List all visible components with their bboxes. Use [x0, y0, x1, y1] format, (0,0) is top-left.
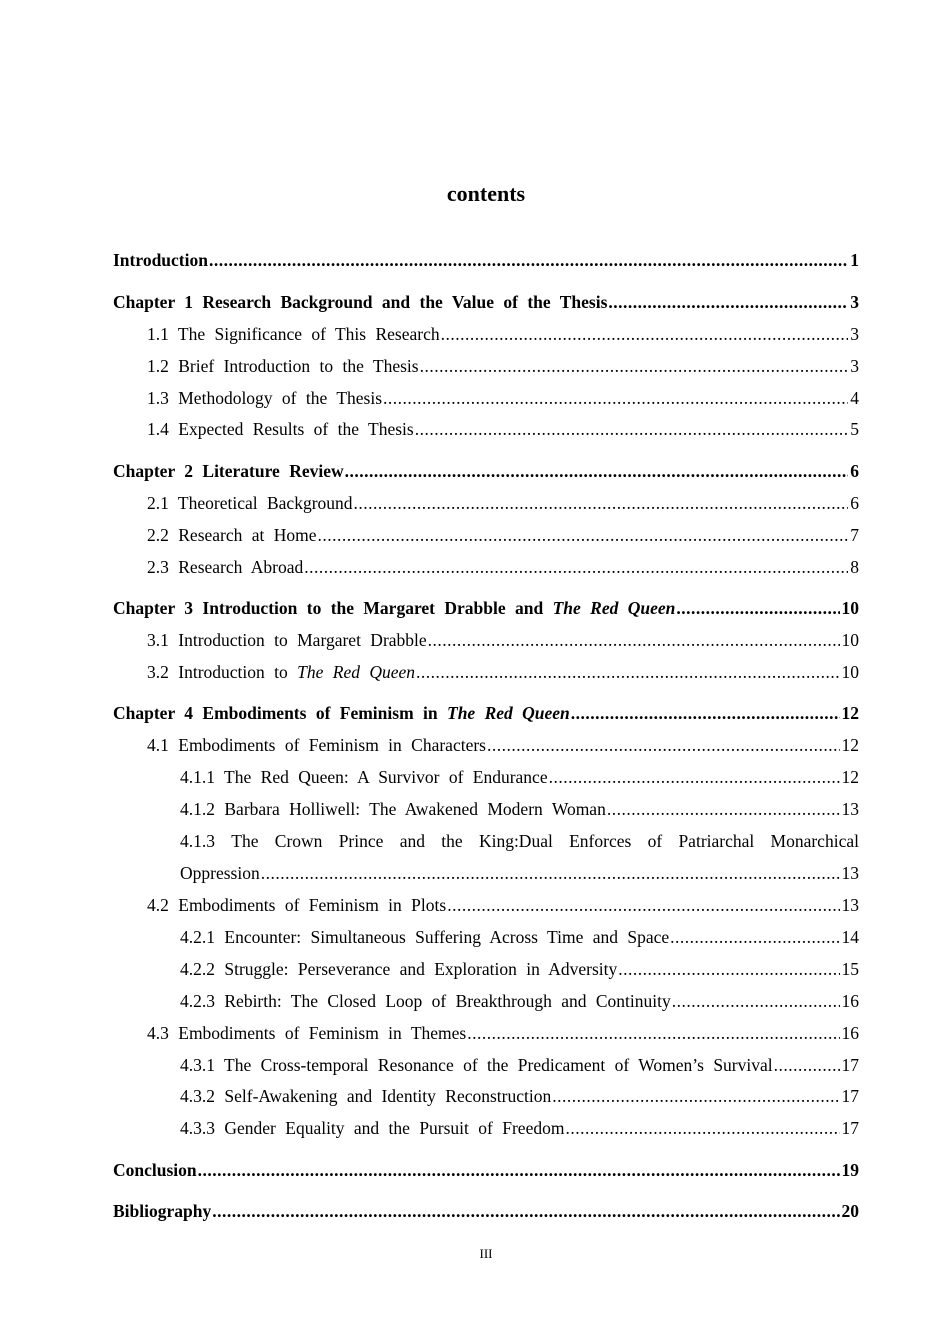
- dot-leader: [441, 319, 849, 349]
- toc-entry-word: the: [441, 831, 463, 851]
- toc-entry-s11[interactable]: [147, 319, 859, 349]
- dot-leader: [607, 794, 840, 824]
- toc-entry-title: Chapter 3 Introduction to the Margaret Drabble and The Red Queen: [113, 598, 676, 618]
- toc-entry-title: 4.3.1 The Cross-temporal Resonance of the Predicament of Women’s Survival: [180, 1055, 773, 1075]
- toc-entry-ch1[interactable]: [113, 287, 859, 317]
- toc-entry-page: 12: [841, 703, 859, 723]
- toc-entry-title: 1.4 Expected Results of the Thesis: [147, 419, 414, 439]
- toc-entry-word: and: [399, 831, 425, 851]
- toc-entry-word: Crown: [274, 831, 323, 851]
- dot-leader: [608, 287, 848, 317]
- toc-entry-s42[interactable]: [147, 890, 859, 920]
- toc-entry-title: Chapter 1 Research Background and the Value of the Thesis: [113, 292, 608, 312]
- toc-entry-s21[interactable]: [147, 488, 859, 518]
- toc-entry-page: 17: [841, 1055, 859, 1075]
- toc-entry-page: 5: [850, 419, 859, 439]
- toc-entry-page: 3: [850, 292, 859, 312]
- toc-entry-title: 2.1 Theoretical Background: [147, 493, 353, 513]
- toc-entry-page: 12: [841, 767, 859, 787]
- toc-entry-page: 14: [841, 927, 859, 947]
- dot-leader: [415, 414, 849, 444]
- toc-entry-ch4[interactable]: [113, 698, 859, 728]
- dot-leader: [318, 520, 849, 550]
- toc-entry-title: 4.3.2 Self-Awakening and Identity Reconstruction: [180, 1086, 552, 1106]
- toc-entry-word: 4.1.3: [180, 831, 215, 851]
- toc-entry-title: 1.3 Methodology of the Thesis: [147, 388, 383, 408]
- toc-entry-s422[interactable]: [180, 954, 859, 984]
- toc-entry-s413b[interactable]: [180, 858, 859, 888]
- toc-entry-page: 13: [841, 799, 859, 819]
- toc-entry-page: 6: [850, 493, 859, 513]
- toc-entry-page: 10: [841, 598, 859, 618]
- toc-entry-s13[interactable]: [147, 383, 859, 413]
- toc-entry-title: 4.3 Embodiments of Feminism in Themes: [147, 1023, 467, 1043]
- toc-entry-s432[interactable]: [180, 1081, 859, 1111]
- toc-entry-s22[interactable]: [147, 520, 859, 550]
- dot-leader: [774, 1050, 840, 1080]
- toc-entry-s23[interactable]: [147, 552, 859, 582]
- dot-leader: [416, 657, 839, 687]
- toc-entry-s413a[interactable]: [180, 826, 859, 856]
- toc-entry-page: 3: [850, 356, 859, 376]
- toc-entry-page: 16: [841, 1023, 859, 1043]
- toc-entry-page: 19: [841, 1160, 859, 1180]
- toc-entry-page: 17: [841, 1118, 859, 1138]
- toc-entry-s32[interactable]: [147, 657, 859, 687]
- dot-leader: [552, 1081, 839, 1111]
- dot-leader: [198, 1155, 840, 1185]
- toc-entry-title: 4.1 Embodiments of Feminism in Characters: [147, 735, 486, 755]
- toc-entry-page: 20: [841, 1201, 859, 1221]
- toc-entry-intro[interactable]: [113, 245, 859, 275]
- dot-leader: [487, 730, 840, 760]
- toc-entry-ch2[interactable]: [113, 456, 859, 486]
- toc-entry-title: 4.2.3 Rebirth: The Closed Loop of Breakthrough and Continuity: [180, 991, 671, 1011]
- toc-entry-page: 10: [841, 630, 859, 650]
- toc-entry-title: Conclusion: [113, 1160, 197, 1180]
- toc-entry-page: 15: [841, 959, 859, 979]
- toc-entry-page: 17: [841, 1086, 859, 1106]
- dot-leader: [467, 1018, 839, 1048]
- toc-entry-page: 16: [841, 991, 859, 1011]
- toc-entry-s412[interactable]: [180, 794, 859, 824]
- toc-entry-s421[interactable]: [180, 922, 859, 952]
- dot-leader: [672, 986, 840, 1016]
- toc-entry-word: of: [647, 831, 663, 851]
- toc-entry-title: 4.2 Embodiments of Feminism in Plots: [147, 895, 447, 915]
- dot-leader: [670, 922, 839, 952]
- toc-entry-s43[interactable]: [147, 1018, 859, 1048]
- dot-leader: [304, 552, 848, 582]
- toc-entry-word: Patriarchal: [678, 831, 755, 851]
- dot-leader: [571, 698, 840, 728]
- toc-entry-s411[interactable]: [180, 762, 859, 792]
- toc-entry-page: 7: [850, 525, 859, 545]
- toc-entry-page: 13: [841, 895, 859, 915]
- toc-entry-title: 1.2 Brief Introduction to the Thesis: [147, 356, 419, 376]
- toc-entry-title: 1.1 The Significance of This Research: [147, 324, 440, 344]
- dot-leader: [345, 456, 849, 486]
- dot-leader: [565, 1113, 839, 1143]
- toc-entry-title: 4.1.2 Barbara Holliwell: The Awakened Modern Woman: [180, 799, 606, 819]
- toc-entry-s41[interactable]: [147, 730, 859, 760]
- toc-entry-title: Oppression: [180, 863, 260, 883]
- toc-entry-title: 3.1 Introduction to Margaret Drabble: [147, 630, 427, 650]
- toc-entry-title: Chapter 2 Literature Review: [113, 461, 344, 481]
- toc-entry-italic-title: The Red Queen: [297, 662, 416, 682]
- toc-entry-s433[interactable]: [180, 1113, 859, 1143]
- toc-entry-s423[interactable]: [180, 986, 859, 1016]
- toc-entry-word: King:Dual: [478, 831, 553, 851]
- toc-entry-biblio[interactable]: [113, 1196, 859, 1226]
- dot-leader: [420, 351, 849, 381]
- page-number-footer: III: [479, 1246, 493, 1261]
- toc-entry-word: Prince: [338, 831, 384, 851]
- toc-entry-italic-title: The Red Queen: [447, 703, 570, 723]
- dot-leader: [209, 245, 848, 275]
- toc-entry-title: Introduction: [113, 250, 208, 270]
- toc-entry-title: 4.2.2 Struggle: Perseverance and Exploration in Adversity: [180, 959, 618, 979]
- dot-leader: [549, 762, 840, 792]
- toc-entry-s12[interactable]: [147, 351, 859, 381]
- dot-leader: [383, 383, 848, 413]
- toc-entry-concl[interactable]: [113, 1155, 859, 1185]
- toc-entry-title: 4.1.1 The Red Queen: A Survivor of Endurance: [180, 767, 548, 787]
- toc-entry-page: 4: [850, 388, 859, 408]
- toc-entry-page: 12: [841, 735, 859, 755]
- page-title: contents: [446, 181, 526, 206]
- toc-entry-ch3[interactable]: [113, 593, 859, 623]
- toc-entry-title: 2.2 Research at Home: [147, 525, 317, 545]
- toc-entry-italic-title: The Red Queen: [552, 598, 676, 618]
- toc-entry-title: 2.3 Research Abroad: [147, 557, 304, 577]
- toc-entry-title: 3.2 Introduction to The Red Queen: [147, 662, 416, 682]
- toc-entry-page: 1: [850, 250, 859, 270]
- toc-entry-word: Monarchical: [770, 831, 859, 851]
- toc-entry-title: Bibliography: [113, 1201, 212, 1221]
- toc-entry-title: 4.2.1 Encounter: Simultaneous Suffering Across Time and Space: [180, 927, 670, 947]
- toc-entry-page: 13: [841, 863, 859, 883]
- toc-entry-word: Enforces: [569, 831, 632, 851]
- dot-leader: [447, 890, 839, 920]
- toc-entry-page: 3: [850, 324, 859, 344]
- toc-entry-title: Chapter 4 Embodiments of Feminism in The Red Queen: [113, 703, 570, 723]
- dot-leader: [354, 488, 849, 518]
- toc-entry-s14[interactable]: [147, 414, 859, 444]
- dot-leader: [212, 1196, 839, 1226]
- toc-entry-s31[interactable]: [147, 625, 859, 655]
- toc-entry-page: 10: [841, 662, 859, 682]
- toc-entry-word: The: [231, 831, 259, 851]
- toc-entry-title: 4.3.3 Gender Equality and the Pursuit of Freedom: [180, 1118, 565, 1138]
- dot-leader: [618, 954, 839, 984]
- toc-entry-s431[interactable]: [180, 1050, 859, 1080]
- toc-entry-page: 6: [850, 461, 859, 481]
- toc-entry-page: 8: [850, 557, 859, 577]
- dot-leader: [676, 593, 839, 623]
- dot-leader: [428, 625, 840, 655]
- dot-leader: [261, 858, 840, 888]
